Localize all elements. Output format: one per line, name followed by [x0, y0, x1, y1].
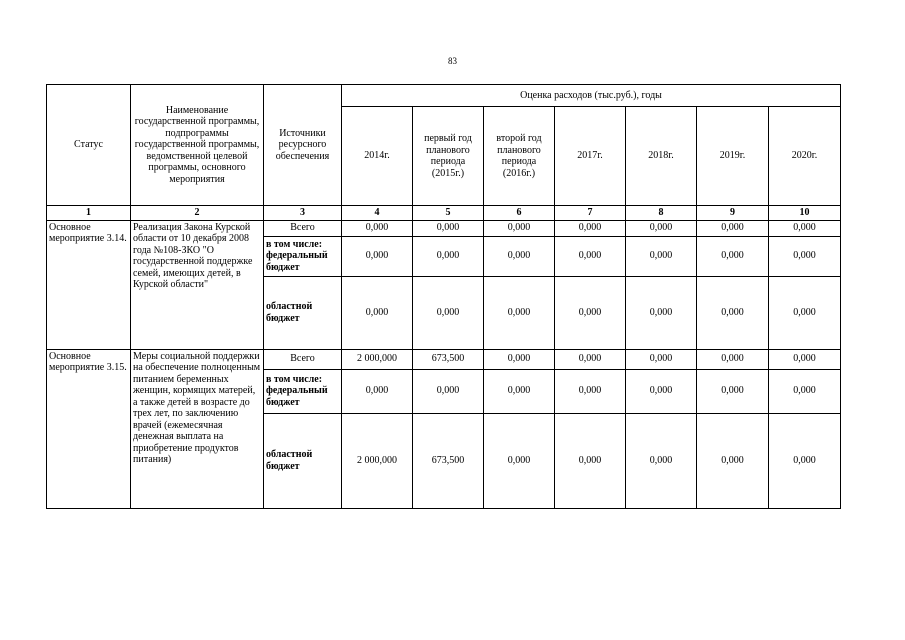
- col-number: 2: [131, 206, 264, 221]
- value-cell: 0,000: [342, 220, 413, 236]
- col-number: 6: [484, 206, 555, 221]
- col-number: 5: [413, 206, 484, 221]
- value-cell: 0,000: [555, 349, 626, 369]
- value-cell: 0,000: [697, 276, 769, 349]
- col-number: 8: [626, 206, 697, 221]
- value-cell: 0,000: [626, 369, 697, 413]
- header-name: Наименование государственной программы, подпрограммы государственной программы, ведомственной целевой программы, основного мероприятия: [131, 85, 264, 206]
- value-cell: 2 000,000: [342, 413, 413, 508]
- value-cell: 0,000: [413, 369, 484, 413]
- value-cell: 0,000: [555, 220, 626, 236]
- value-cell: 0,000: [697, 236, 769, 276]
- col-number: 3: [264, 206, 342, 221]
- value-cell: 0,000: [697, 220, 769, 236]
- col-number: 9: [697, 206, 769, 221]
- header-year: 2020г.: [769, 107, 841, 206]
- value-cell: 0,000: [626, 349, 697, 369]
- value-cell: 0,000: [484, 220, 555, 236]
- value-cell: 0,000: [769, 220, 841, 236]
- value-cell: 0,000: [484, 236, 555, 276]
- col-number: 1: [47, 206, 131, 221]
- value-cell: 2 000,000: [342, 349, 413, 369]
- activity-name: Меры социальной поддержки на обеспечение полноценным питанием беременных женщин, кормящих матерей, а также детей в возрасте до трех лет, по заключению врачей (ежемесячная денежная выплата на приобретение продуктов питания): [131, 349, 264, 508]
- value-cell: 0,000: [626, 276, 697, 349]
- activity-status: Основное мероприятие 3.14.: [47, 220, 131, 349]
- value-cell: 0,000: [484, 369, 555, 413]
- table-row: [47, 349, 841, 369]
- source-label: Всего: [264, 220, 342, 236]
- value-cell: 0,000: [342, 276, 413, 349]
- col-number: 10: [769, 206, 841, 221]
- activity-name: Реализация Закона Курской области от 10 декабря 2008 года №108-ЗКО "О государственной поддержке семей, имеющих детей, в Курской области": [131, 220, 264, 349]
- value-cell: 0,000: [555, 276, 626, 349]
- header-year: 2014г.: [342, 107, 413, 206]
- value-cell: 0,000: [769, 276, 841, 349]
- value-cell: 0,000: [626, 236, 697, 276]
- value-cell: 0,000: [484, 349, 555, 369]
- value-cell: 0,000: [697, 349, 769, 369]
- header-year: второй год планового периода (2016г.): [484, 107, 555, 206]
- value-cell: 0,000: [342, 369, 413, 413]
- value-cell: 0,000: [342, 236, 413, 276]
- header-estimate: Оценка расходов (тыс.руб.), годы: [342, 85, 841, 107]
- column-numbers-row: [47, 206, 841, 221]
- value-cell: 0,000: [413, 220, 484, 236]
- source-label: Всего: [264, 349, 342, 369]
- value-cell: 0,000: [555, 236, 626, 276]
- value-cell: 0,000: [769, 369, 841, 413]
- header-sources: Источники ресурсного обеспечения: [264, 85, 342, 206]
- value-cell: 0,000: [484, 413, 555, 508]
- source-label: в том числе: федеральный бюджет: [264, 369, 342, 413]
- value-cell: 0,000: [626, 413, 697, 508]
- header-year: 2018г.: [626, 107, 697, 206]
- value-cell: 0,000: [555, 413, 626, 508]
- page-number: 83: [448, 56, 457, 66]
- table-row: [47, 220, 841, 236]
- value-cell: 0,000: [769, 413, 841, 508]
- source-label: областной бюджет: [264, 413, 342, 508]
- header-year: первый год планового периода (2015г.): [413, 107, 484, 206]
- value-cell: 0,000: [697, 369, 769, 413]
- value-cell: 0,000: [413, 276, 484, 349]
- value-cell: 673,500: [413, 413, 484, 508]
- value-cell: 0,000: [484, 276, 555, 349]
- header-status: Статус: [47, 85, 131, 206]
- value-cell: 0,000: [769, 236, 841, 276]
- col-number: 4: [342, 206, 413, 221]
- value-cell: 0,000: [413, 236, 484, 276]
- source-label: в том числе: федеральный бюджет: [264, 236, 342, 276]
- header-year: 2019г.: [697, 107, 769, 206]
- resource-table: [46, 84, 841, 509]
- value-cell: 0,000: [555, 369, 626, 413]
- col-number: 7: [555, 206, 626, 221]
- source-label: областной бюджет: [264, 276, 342, 349]
- header-year: 2017г.: [555, 107, 626, 206]
- value-cell: 673,500: [413, 349, 484, 369]
- value-cell: 0,000: [697, 413, 769, 508]
- value-cell: 0,000: [769, 349, 841, 369]
- value-cell: 0,000: [626, 220, 697, 236]
- activity-status: Основное мероприятие 3.15.: [47, 349, 131, 508]
